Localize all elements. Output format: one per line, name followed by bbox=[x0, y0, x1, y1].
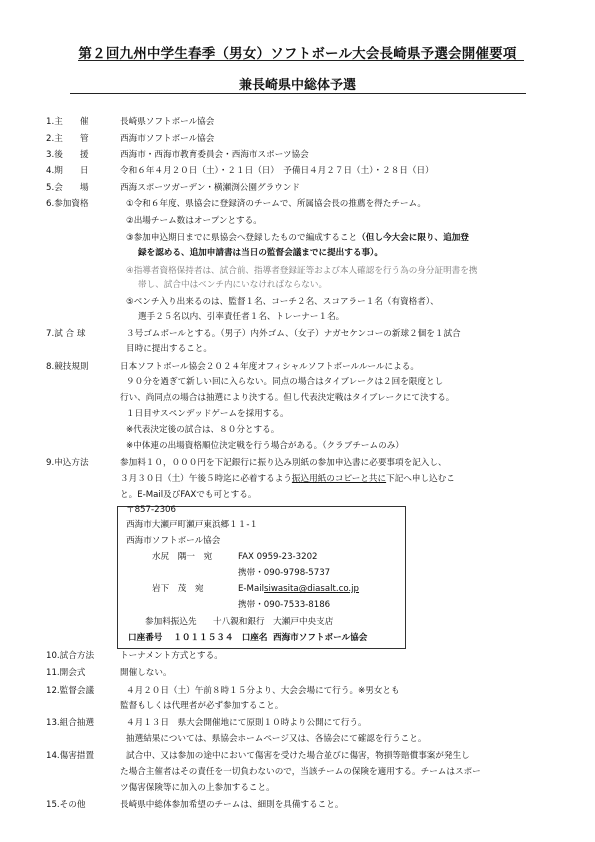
account-row bbox=[128, 633, 367, 644]
account-number-label: 口座番号 bbox=[128, 633, 163, 643]
document-title: 第２回九州中学生春季（男女）ソフトボール大会長崎県予選会開催要項 bbox=[78, 46, 517, 62]
eligibility-item-5-cont: 選手２５名以内、引率責任者１名、トレーナー１名。 bbox=[138, 312, 345, 322]
eligibility-item-2: ②出場チーム数はオープンとする。 bbox=[126, 216, 262, 226]
account-name-label: 口座名 bbox=[241, 633, 268, 643]
contact-1-name: 水尻 隅一 宛 bbox=[152, 552, 213, 562]
application-line-3: と。E-Mail及びFAXでも可とする。 bbox=[120, 490, 257, 500]
ball-value-cont: 目時に提出すること。 bbox=[126, 344, 212, 354]
document-subtitle: 兼長崎県中総体予選 bbox=[238, 78, 356, 93]
injury-line-3: ツ傷害保険等に加入の上参加すること。 bbox=[120, 783, 275, 793]
rules-line-6: ※中体連の出場資格順位決定戦を行う場合がある。（クラブチームのみ） bbox=[126, 441, 404, 451]
eligibility-item-3-cont: 録を認める、追加申請書は当日の監督会議までに提出する事）。 bbox=[138, 248, 383, 258]
rules-line-3: 行い、尚同点の場合は抽選により決する。但し代表決定戦はタイブレークにて決する。 bbox=[120, 393, 455, 403]
support-label: 3.後 援 bbox=[46, 150, 89, 160]
rules-line-2: ９０分を過ぎて新しい回に入らない。同点の場合はタイブレークは２回を限度とし bbox=[126, 377, 444, 387]
rules-label: 8.競技規則 bbox=[46, 362, 89, 372]
manager-value: 西海市ソフトボール協会 bbox=[120, 134, 215, 144]
contact-2-name: 岩下 茂 宛 bbox=[152, 584, 204, 594]
organizer-label: 1.主 催 bbox=[46, 117, 89, 127]
account-name: 西海市ソフトボール協会 bbox=[272, 633, 368, 643]
ceremony-value: 開催しない。 bbox=[120, 668, 172, 678]
eligibility-item-5: ⑤ベンチ入り出来るのは、監督１名、コーチ２名、スコアラー１名（有資格者）、 bbox=[126, 297, 439, 307]
manager-label: 2.主 管 bbox=[46, 134, 89, 144]
bank-label: 参加料振込先 bbox=[145, 617, 197, 627]
format-label: 10.試合方法 bbox=[46, 651, 95, 661]
eligibility-item-3-bold: （但し今大会に限り、追加登 bbox=[357, 233, 469, 243]
eligibility-label: 6.参加資格 bbox=[46, 199, 89, 209]
dates-value: 令和６年４月２０日（土）・２１日（日） 予備日４月２７日（土）・２８日（日） bbox=[120, 166, 434, 176]
organizer-value: 長崎県ソフトボール協会 bbox=[120, 117, 215, 127]
format-value: トーナメント方式とする。 bbox=[120, 651, 223, 661]
rules-line-5: ※代表決定後の試合は、８０分とする。 bbox=[126, 425, 280, 435]
subtitle-underline bbox=[70, 93, 526, 94]
application-deadline: ３月３０日（土）午後５時迄に必着するよう bbox=[120, 474, 292, 484]
draw-value: ４月１３日 県大会開催地にて原則１０時より公開にて行う。 bbox=[126, 718, 367, 728]
ball-value: ３号ゴムボールとする。（男子）内外ゴム、（女子）ナガセケンコーの新球２個を１試合 bbox=[126, 329, 461, 339]
contact-2-email-label: E-Mail bbox=[238, 584, 264, 594]
injury-line-2: た場合主催者はその責任を一切負わないので，当該チームの保険を適用する。チームはスポー bbox=[120, 767, 481, 777]
eligibility-item-4: ④指導者資格保持者は、試合前、指導者登録証等および本人確認を行う為の身分証明書を携 bbox=[126, 266, 478, 276]
contact-2-email-link[interactable]: siwasita@diasalt.co.jp bbox=[264, 584, 360, 594]
contact-org: 西海市ソフトボール協会 bbox=[126, 536, 221, 546]
application-line-2 bbox=[120, 474, 455, 485]
application-line-1: 参加料１０，０００円を下記銀行に振り込み別紙の参加申込書に必要事項を記入し、 bbox=[120, 458, 447, 468]
injury-line-1: 試合中、又は参加の途中において傷害を受けた場合並びに傷害，物損等賠償事案が発生し bbox=[126, 751, 470, 761]
contact-2-mobile: 携帯・090-7533-8186 bbox=[238, 600, 331, 610]
eligibility-item-3-text: ③参加申込期日までに県協会へ登録したもので編成すること bbox=[126, 233, 358, 243]
draw-label: 13.組合抽選 bbox=[46, 718, 95, 728]
meeting-value-cont: 監督もしくは代理者が必ず参加すること。 bbox=[120, 701, 284, 711]
contact-1-mobile: 携帯・090-9798-5737 bbox=[238, 568, 331, 578]
eligibility-item-3 bbox=[126, 233, 469, 244]
venue-label: 5.会 場 bbox=[46, 183, 89, 193]
application-send-to: 下記へ申し込むこ bbox=[386, 474, 455, 484]
contact-zip: 〒857-2306 bbox=[126, 505, 176, 515]
eligibility-item-4-cont: 帯し、試合中はベンチ内にいなければならない。 bbox=[138, 280, 328, 290]
meeting-value: ４月２０日（土）午前８時１５分より、大会会場にて行う。※男女とも bbox=[126, 686, 400, 696]
injury-label: 14.傷害措置 bbox=[46, 751, 95, 761]
venue-value: 西海スポーツガーデン・横瀬渕公園グラウンド bbox=[120, 183, 300, 193]
contact-address: 西海市大瀬戸町瀬戸東浜郷１１-１ bbox=[126, 520, 259, 530]
ceremony-label: 11.開会式 bbox=[46, 668, 86, 678]
title-underline bbox=[78, 60, 524, 61]
account-number: １０１１５３４ bbox=[173, 633, 234, 643]
application-label: 9.申込方法 bbox=[46, 458, 89, 468]
support-value: 西海市・西海市教育委員会・西海市スポーツ協会 bbox=[120, 150, 309, 160]
draw-value-cont: 抽選結果については、県協会ホームページ又は、各協会にて確認を行うこと。 bbox=[126, 734, 427, 744]
other-label: 15.その他 bbox=[46, 800, 86, 810]
contact-1-fax: FAX 0959-23-3202 bbox=[238, 552, 318, 562]
meeting-label: 12.監督会議 bbox=[46, 686, 95, 696]
ball-label: 7.試 合 球 bbox=[46, 329, 86, 339]
rules-line-1: 日本ソフトボール協会２０２４年度オフィシャルソフトボールルールによる。 bbox=[120, 362, 419, 372]
contact-2-email-row bbox=[238, 584, 359, 595]
eligibility-item-1: ①令和６年度、県協会に登録済のチームで、所属協会長の推薦を得たチーム。 bbox=[126, 199, 426, 209]
dates-label: 4.期 日 bbox=[46, 166, 89, 176]
rules-line-4: １日目サスペンデッドゲームを採用する。 bbox=[126, 409, 289, 419]
application-copy-note: 振込用紙のコピーと共に bbox=[291, 474, 387, 484]
other-value: 長崎県中総体参加希望のチームは、細則を具備すること。 bbox=[120, 800, 344, 810]
bank-value: 十八親和銀行 大瀬戸中央支店 bbox=[213, 617, 334, 627]
